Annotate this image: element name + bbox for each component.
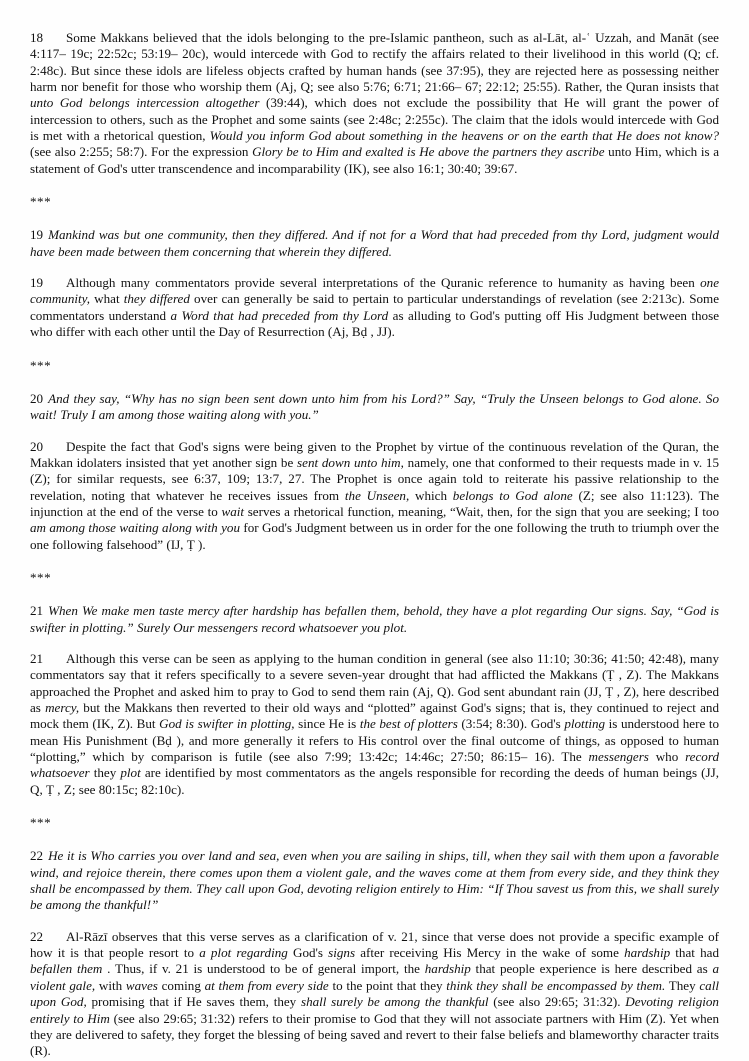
verse-number: 20 xyxy=(30,390,44,406)
italic-quote-run: the best of plotters xyxy=(359,716,458,732)
commentary-number: 18 xyxy=(30,30,44,45)
body-text-run: (see also 29:65; 31:32). xyxy=(488,994,626,1010)
section-separator: *** xyxy=(30,569,52,585)
italic-quote-run: shall surely be among the thankful xyxy=(300,994,489,1010)
italic-quote-run: sent down unto him, xyxy=(297,454,404,470)
italic-quote-run: hardship xyxy=(624,945,671,961)
commentary-number: 20 xyxy=(30,438,44,454)
italic-quote-run: God is swifter in plotting, xyxy=(159,716,295,732)
italic-quote-run: the Unseen, xyxy=(344,487,410,503)
body-text-run: which xyxy=(409,487,453,503)
italic-quote-run: Would you inform God about something in the heavens or on the earth that He does not know? xyxy=(209,128,719,144)
italic-quote-run: He it is Who carries you over land and sea, even when you are sailing in ships, till, when they sail with them upon a favorable wind, and rejoice therein, there comes upon them a violent gale, and the waves come at them from every side, and they think they shall be encompassed by them. They call upon God, devoting religion entirely to Him: “If Thou savest us from this, we shall surely be among the thankful!” xyxy=(30,848,719,913)
body-text-run: who xyxy=(648,749,686,765)
body-text-run: unto Him, which is a statement of God's utter transcendence and incomparability (IK), see also 16:1; 30:40; 39:67. xyxy=(30,144,720,176)
block-spacer xyxy=(30,424,719,439)
block-spacer xyxy=(30,831,719,848)
commentary-paragraph xyxy=(30,651,719,798)
italic-quote-run: Glory be to Him and exalted is He above the partners they ascribe xyxy=(252,144,605,160)
body-text-run: (Z; see also 11:123). The injunction at the end of the verse to xyxy=(30,487,720,519)
body-text-run: is understood here to mean His Punishment (Bḍ ), and more generally it refers to His control over the final outcome of things, as opposed to human “plotting,” which by comparison is futile (see also 7:99; 13:42c; 14:46c; 27:50; 86:15– 16). The xyxy=(30,716,720,765)
italic-quote-run: mercy, xyxy=(45,700,80,715)
body-text-run: since He is xyxy=(294,716,360,732)
block-spacer xyxy=(30,586,719,603)
body-text-run: . Thus, if v. 21 is understood to be of general import, the xyxy=(102,961,425,977)
block-spacer xyxy=(30,341,719,358)
italic-quote-run: hardship xyxy=(424,961,471,977)
commentary-paragraph xyxy=(30,30,719,177)
block-spacer xyxy=(30,553,719,570)
italic-quote-run: call upon God, xyxy=(30,977,720,1010)
body-text-run: namely, one that conformed to their requests made in v. 15 (Z); for similar requests, see 6:37, 109; 13:7, 27. The Prophet is once again told to reiterate his passive relationship to the revelation, noting that whatever he receives issues from xyxy=(30,454,719,503)
italic-quote-run: belongs to God alone xyxy=(452,487,573,503)
italic-quote-run: am among those waiting along with you xyxy=(30,520,240,536)
body-text-run: serves a rhetorical function, meaning, “Wait, then, for the sign that you are seeking; I too xyxy=(244,503,720,519)
italic-quote-run: record whatsoever xyxy=(30,749,719,781)
block-spacer xyxy=(30,210,719,227)
commentary-paragraph xyxy=(30,275,719,340)
body-text-run: over can generally be said to pertain to particular understandings of revelation (see 2:213c). Some commentators understand xyxy=(30,291,720,323)
body-text-run: after receiving His Mercy in the wake of some xyxy=(355,945,625,961)
body-text-run: for God's Judgment between us in order for the one following the truth to triumph over the one following falsehood” (IJ, Ṭ ). xyxy=(30,520,720,552)
body-text-run: but the Makkans then reverted to their old ways and “plotted” against God's signs; that is, they continued to reject and mock them (IK, Z). But xyxy=(30,700,720,732)
body-text-run: what xyxy=(90,291,124,307)
italic-quote-run: a violent gale, xyxy=(30,961,720,993)
italic-quote-run: And they say, “Why has no sign been sent down unto him from his Lord?” Say, “Truly the Unseen belongs to God alone. So wait! Truly I am among those waiting along with you.” xyxy=(30,390,719,423)
body-text-run: that people experience is here described as xyxy=(470,961,713,977)
body-text-run: to the point that they xyxy=(328,977,447,993)
block-spacer xyxy=(30,914,719,929)
body-text-run: (3:54; 8:30). God's xyxy=(457,716,565,732)
verse-number: 22 xyxy=(30,848,44,864)
body-text-run: Although many commentators provide several interpretations of the Quranic reference to humanity as having been xyxy=(66,275,701,291)
body-text-run: are identified by most commentators as the angels responsible for recording the deeds of human beings (JJ, Q, Ṭ , Z; see 80:15c; 82:10c). xyxy=(30,765,719,797)
italic-quote-run: one community, xyxy=(30,275,719,307)
commentary-number: 21 xyxy=(30,650,44,666)
section-separator: *** xyxy=(30,194,52,210)
italic-quote-run: wait xyxy=(221,503,245,519)
italic-quote-run: they differed xyxy=(123,291,190,307)
block-spacer xyxy=(30,636,719,651)
body-text-run: with xyxy=(95,977,126,993)
italic-quote-run: a Word that had preceded from thy Lord xyxy=(170,307,389,323)
body-text-run: (see also 2:255; 58:7). For the expression xyxy=(30,144,253,160)
verse-paragraph xyxy=(30,848,719,913)
commentary-paragraph xyxy=(30,929,719,1060)
body-text-run: that had xyxy=(670,945,719,961)
block-spacer xyxy=(30,260,719,275)
body-text-run: coming xyxy=(157,977,205,993)
body-text-run: they xyxy=(89,765,121,781)
italic-quote-run: messengers xyxy=(588,749,649,765)
verse-number: 19 xyxy=(30,227,44,243)
italic-quote-run: waves xyxy=(125,977,158,993)
commentary-number: 19 xyxy=(30,275,44,291)
block-spacer xyxy=(30,374,719,391)
body-text-run: (39:44), which does not exclude the possibility that He will grant the power of intercession to others, such as the Prophet and some saints (see 2:48c; 2:255c). The claim that the idols would intercede with God is met with a rhetorical question, xyxy=(30,95,719,144)
section-separator: *** xyxy=(30,357,52,373)
section-separator: *** xyxy=(30,815,52,831)
block-spacer xyxy=(30,177,719,194)
italic-quote-run: befallen them xyxy=(30,961,103,977)
italic-quote-run: Devoting religion entirely to Him xyxy=(30,994,719,1026)
body-text-run: God's xyxy=(287,945,329,961)
italic-quote-run: at them from every side xyxy=(204,977,329,993)
italic-quote-run: a plot regarding xyxy=(199,945,288,961)
commentary-paragraph xyxy=(30,439,719,553)
block-spacer xyxy=(30,798,719,815)
italic-quote-run: unto God belongs intercession altogether xyxy=(30,95,260,111)
verse-number: 21 xyxy=(30,603,44,619)
body-text-run: Some Makkans believed that the idols belonging to the pre-Islamic pantheon, such as al-Lāt, al-ʿ Uzzah, and Manāt (see 4:117– 19c; 22:52c; 53:19– 20c), would intercede with God to rectify the affairs related to their livelihood in this world (Q; cf. 2:48c). But since these idols are lifeless objects crafted by human hands (see 37:95), they are rejected here as possessing neither harm nor benefit for those who worship them (Aj, Q; see also 5:76; 6:71; 21:66– 67; 22:12; 25:55). Rather, the Quran insists that xyxy=(30,30,719,95)
italic-quote-run: think they shall be encompassed by them. xyxy=(446,977,666,993)
italic-quote-run: signs xyxy=(328,945,356,961)
verse-paragraph xyxy=(30,603,719,636)
italic-quote-run: Mankind was but one community, then they differed. And if not for a Word that had preceded from thy Lord, judgment would have been made between them concerning that wherein they differed. xyxy=(30,227,719,259)
body-text-run: promising that if He saves them, they xyxy=(86,994,301,1010)
italic-quote-run: plotting xyxy=(564,716,606,732)
body-text-run: as alluding to God's putting off His Judgment between those who differ with each other until the Day of Resurrection (Aj, Bḍ , JJ). xyxy=(30,307,720,340)
verse-paragraph xyxy=(30,227,719,260)
page-content xyxy=(30,30,719,1060)
italic-quote-run: When We make men taste mercy after hardship has befallen them, behold, they have a plot regarding Our signs. Say, “God is swifter in plotting.” Surely Our messengers record whatsoever you plot. xyxy=(30,603,719,635)
body-text-run: They xyxy=(665,977,700,993)
body-text-run: Although this verse can be seen as applying to the human condition in general (see also 11:10; 30:36; 41:50; 42:48), many commentators say that it refers specifically to a severe seven-year drought that had afflicted the Makkans (Ṭ , Z). The Makkans approached the Prophet and asked him to pray to God to send them rain (Aj, Q). God sent abundant rain (JJ, Ṭ , Z), here described as xyxy=(30,650,719,715)
commentary-number: 22 xyxy=(30,928,44,944)
body-text-run: Despite the fact that God's signs were being given to the Prophet by virtue of the continuous revelation of the Quran, the Makkan idolaters insisted that yet another sign be xyxy=(30,438,719,470)
verse-paragraph xyxy=(30,391,719,424)
italic-quote-run: plot xyxy=(120,765,141,781)
body-text-run: Al-Rāzī observes that this verse serves as a clarification of v. 21, since that verse does not provide a specific example of how it is that people resort to xyxy=(30,928,719,961)
body-text-run: (see also 29:65; 31:32) refers to their promise to God that they will not associate partners with Him (Z). Yet when they are delivered to safety, they forget the blessing of being saved and revert to their false beliefs and blameworthy character traits (R). xyxy=(30,1010,719,1059)
